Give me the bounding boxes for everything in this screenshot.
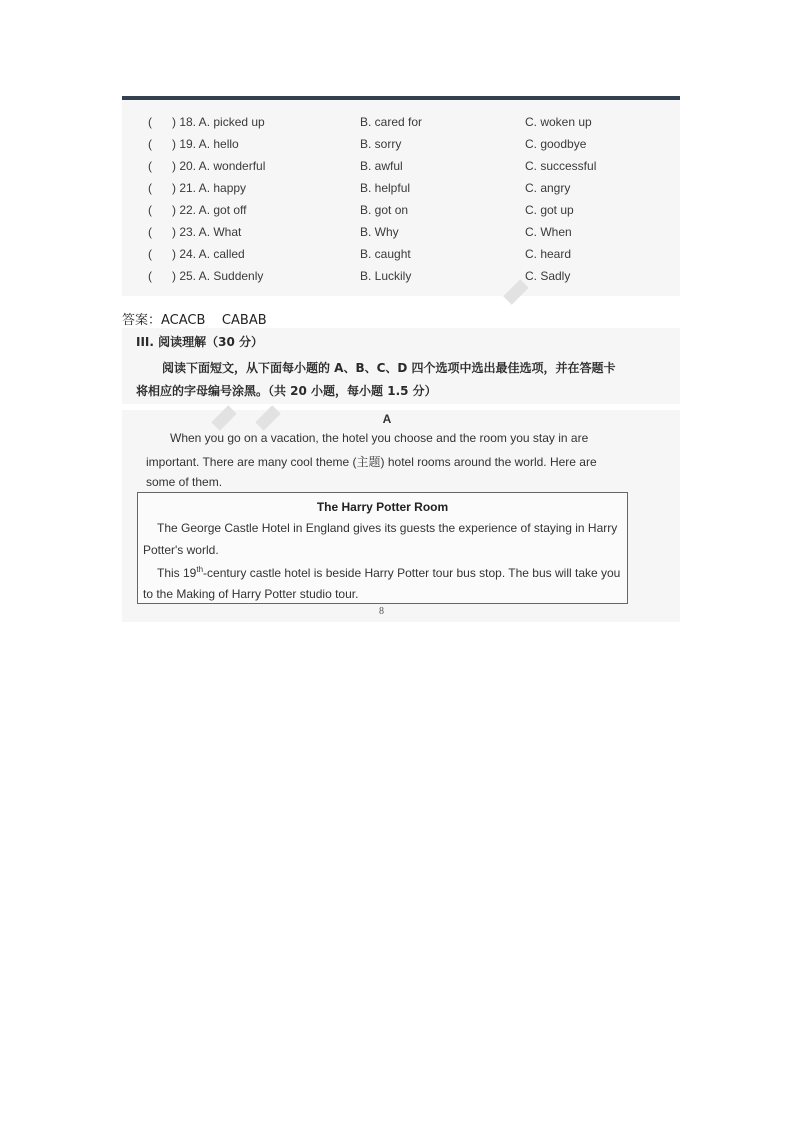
box-text: -century castle hotel is beside Harry Potter tour bus stop. The bus will take you — [203, 566, 621, 580]
question-row — [122, 221, 680, 243]
answer-blank: ( — [148, 115, 152, 129]
option-b: B. sorry — [360, 137, 402, 151]
section-title: III. 阅读理解（30 分） — [136, 335, 264, 349]
question-row — [122, 265, 680, 287]
box-line: The George Castle Hotel in England gives its guests the experience of staying in Harry — [157, 521, 618, 535]
option-a: ) 19. A. hello — [172, 137, 239, 151]
passage-line: some of them. — [146, 475, 223, 489]
option-b: B. Luckily — [360, 269, 412, 283]
option-c: C. When — [525, 225, 572, 239]
option-b: B. awful — [360, 159, 403, 173]
box-text: This 19 — [157, 566, 197, 580]
answer-blank: ( — [148, 269, 152, 283]
answer-blank: ( — [148, 247, 152, 261]
box-line: Potter's world. — [143, 543, 219, 557]
option-c: C. angry — [525, 181, 571, 195]
option-a: ) 23. A. What — [172, 225, 242, 239]
option-c: C. woken up — [525, 115, 592, 129]
box-line — [157, 565, 620, 580]
box-line: to the Making of Harry Potter studio tour. — [143, 587, 359, 601]
question-row — [122, 111, 680, 133]
option-b: B. caught — [360, 247, 411, 261]
page-number: 8 — [379, 606, 384, 617]
answer-blank: ( — [148, 225, 152, 239]
option-c: C. Sadly — [525, 269, 571, 283]
answer-blank: ( — [148, 159, 152, 173]
question-row — [122, 199, 680, 221]
section-instruction: 阅读下面短文，从下面每小题的 A、B、C、D 四个选项中选出最佳选项，并在答题卡 — [162, 361, 616, 375]
option-c: C. got up — [525, 203, 574, 217]
options-scan — [122, 96, 680, 296]
passage-scan — [122, 410, 680, 622]
box-title: The Harry Potter Room — [316, 500, 449, 514]
harry-potter-room-box — [137, 492, 628, 604]
option-a: ) 18. A. picked up — [172, 115, 265, 129]
answer-blank: ( — [148, 181, 152, 195]
option-a: ) 25. A. Suddenly — [172, 269, 264, 283]
top-rule — [122, 96, 680, 100]
passage-line: important. There are many cool theme (主题) hotel rooms around the world. Here are — [146, 455, 597, 469]
question-row — [122, 133, 680, 155]
question-row — [122, 155, 680, 177]
answer-blank: ( — [148, 203, 152, 217]
question-row — [122, 177, 680, 199]
passage-letter: A — [382, 412, 392, 426]
option-a: ) 22. A. got off — [172, 203, 247, 217]
section-scan — [122, 328, 680, 404]
option-b: B. got on — [360, 203, 409, 217]
option-a: ) 21. A. happy — [172, 181, 247, 195]
passage-line: When you go on a vacation, the hotel you choose and the room you stay in are — [170, 431, 589, 445]
option-c: C. heard — [525, 247, 572, 261]
option-b: B. Why — [360, 225, 399, 239]
option-c: C. goodbye — [525, 137, 587, 151]
option-a: ) 24. A. called — [172, 247, 245, 261]
question-row — [122, 243, 680, 265]
superscript: th — [196, 565, 204, 574]
section-instruction: 将相应的字母编号涂黑。（共 20 小题，每小题 1.5 分） — [136, 384, 437, 398]
option-b: B. cared for — [360, 115, 423, 129]
option-c: C. successful — [525, 159, 597, 173]
answer-key: 答案：ACACB CABAB — [122, 313, 267, 328]
option-b: B. helpful — [360, 181, 411, 195]
option-a: ) 20. A. wonderful — [172, 159, 266, 173]
answer-blank: ( — [148, 137, 152, 151]
